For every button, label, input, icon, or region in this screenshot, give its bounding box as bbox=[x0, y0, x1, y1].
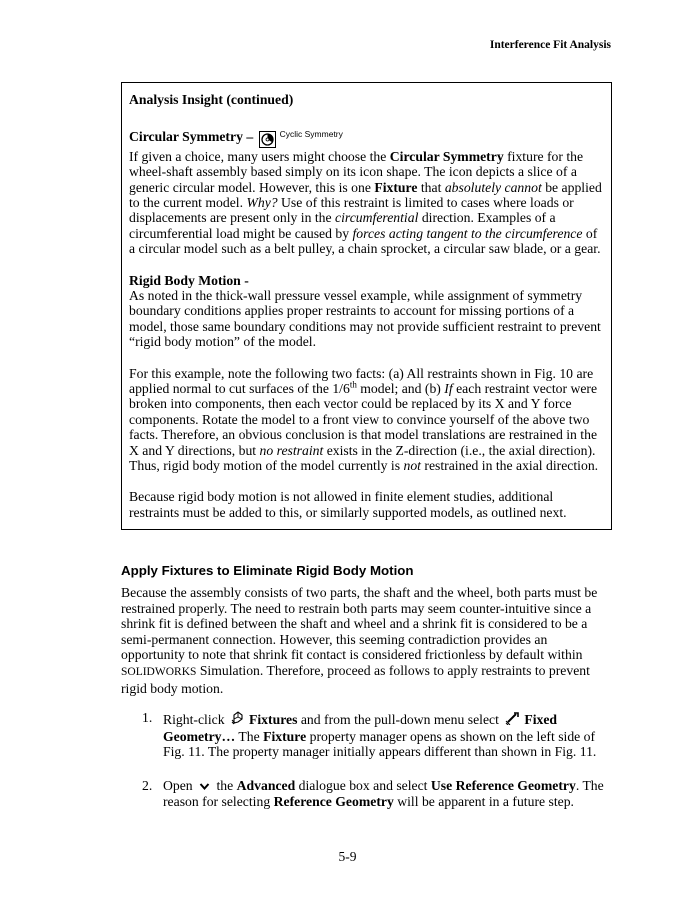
rigid-body-motion-heading: Rigid Body Motion - bbox=[129, 272, 249, 288]
cyclic-symmetry-icon bbox=[259, 131, 276, 148]
analysis-insight-box bbox=[121, 82, 612, 530]
insight-title: Analysis Insight (continued) bbox=[129, 92, 294, 107]
rigid-body-paragraph-1: As noted in the thick-wall pressure vessel example, while assignment of symmetry boundary conditions applies proper restraints to account for missing portions of a model, those same boundary conditions may not provide sufficient restraint to prevent “rigid body motion” of the model. bbox=[129, 288, 601, 350]
section-heading: Apply Fixtures to Eliminate Rigid Body Motion bbox=[121, 563, 414, 578]
circular-symmetry-paragraph: Circular Symmetry – $^{Cyclic Symmetry}$ If given a choice, many users might choose the Circular Symmetry fixture for the wheel-shaft assembly based simply on its icon shape. The icon depicts a slice of a generic circular model. However, this is one Fixture that absolutely cannot be applied to the current model. Why? Use of this restraint is limited to cases where loads or displacements are present only in the circumferential direction. Examples of a circumferential load might be caused by forces acting tangent to the circumference of a circular model such as a belt pulley, a chain sprocket, a circular saw blade, or a gear. bbox=[129, 129, 602, 257]
step-1: 1. Right-click Fixtures and from the pull-down menu select Fixed Geometry… The Fixture property manager opens as shown on the left side of Fig. 11. The property manager initially appears different than shown in Fig. 11. bbox=[142, 710, 597, 760]
rigid-body-paragraph-3: Because rigid body motion is not allowed in finite element studies, additional restraints must be added to this, or similarly supported models, as outlined next. bbox=[129, 489, 567, 520]
fixtures-icon bbox=[231, 710, 246, 729]
fixed-geometry-icon bbox=[505, 711, 521, 729]
page-number: 5-9 bbox=[338, 849, 357, 864]
cyclic-symmetry-tool bbox=[259, 127, 343, 148]
section-intro-paragraph: Because the assembly consists of two parts, the shaft and the wheel, both parts must be restrained properly. The need to restrain both parts may seem counter-intuitive since a shrink fit is defined between the shaft and wheel and a shrink fit is considered to be a semi-permanent connection. However, this seeming contradiction provides an opportunity to note that shrink fit contact is considered frictionless by default within SOLIDWORKS Simulation. Therefore, proceed as follows to apply restraints to prevent rigid body motion. bbox=[121, 585, 598, 696]
circular-symmetry-heading: Circular Symmetry – bbox=[129, 129, 257, 145]
chevron-down-icon bbox=[199, 779, 210, 795]
instruction-steps bbox=[121, 710, 613, 828]
step-2: 2. Open the Advanced dialogue box and select Use Reference Geometry. The reason for selecting Reference Geometry will be apparent in a future step. bbox=[142, 777, 604, 810]
running-header: Interference Fit Analysis bbox=[489, 39, 611, 51]
cyclic-symmetry-label: Cyclic Symmetry bbox=[279, 129, 343, 140]
rigid-body-paragraph-2: For this example, note the following two facts: (a) All restraints shown in Fig. 10 are applied normal to cut surfaces of the 1/6th model; and (b) If each restraint vector were broken into components, then each vector could be replaced by its X and Y force components. Rotate the model to a front view to convince yourself of the above two facts. Therefore, an obvious conclusion is that model translations are restrained in the X and Y directions, but no restraint exists in the Z-direction (i.e., the axial direction). Thus, rigid body motion of the model currently is not restrained in the axial direction. bbox=[129, 365, 599, 474]
